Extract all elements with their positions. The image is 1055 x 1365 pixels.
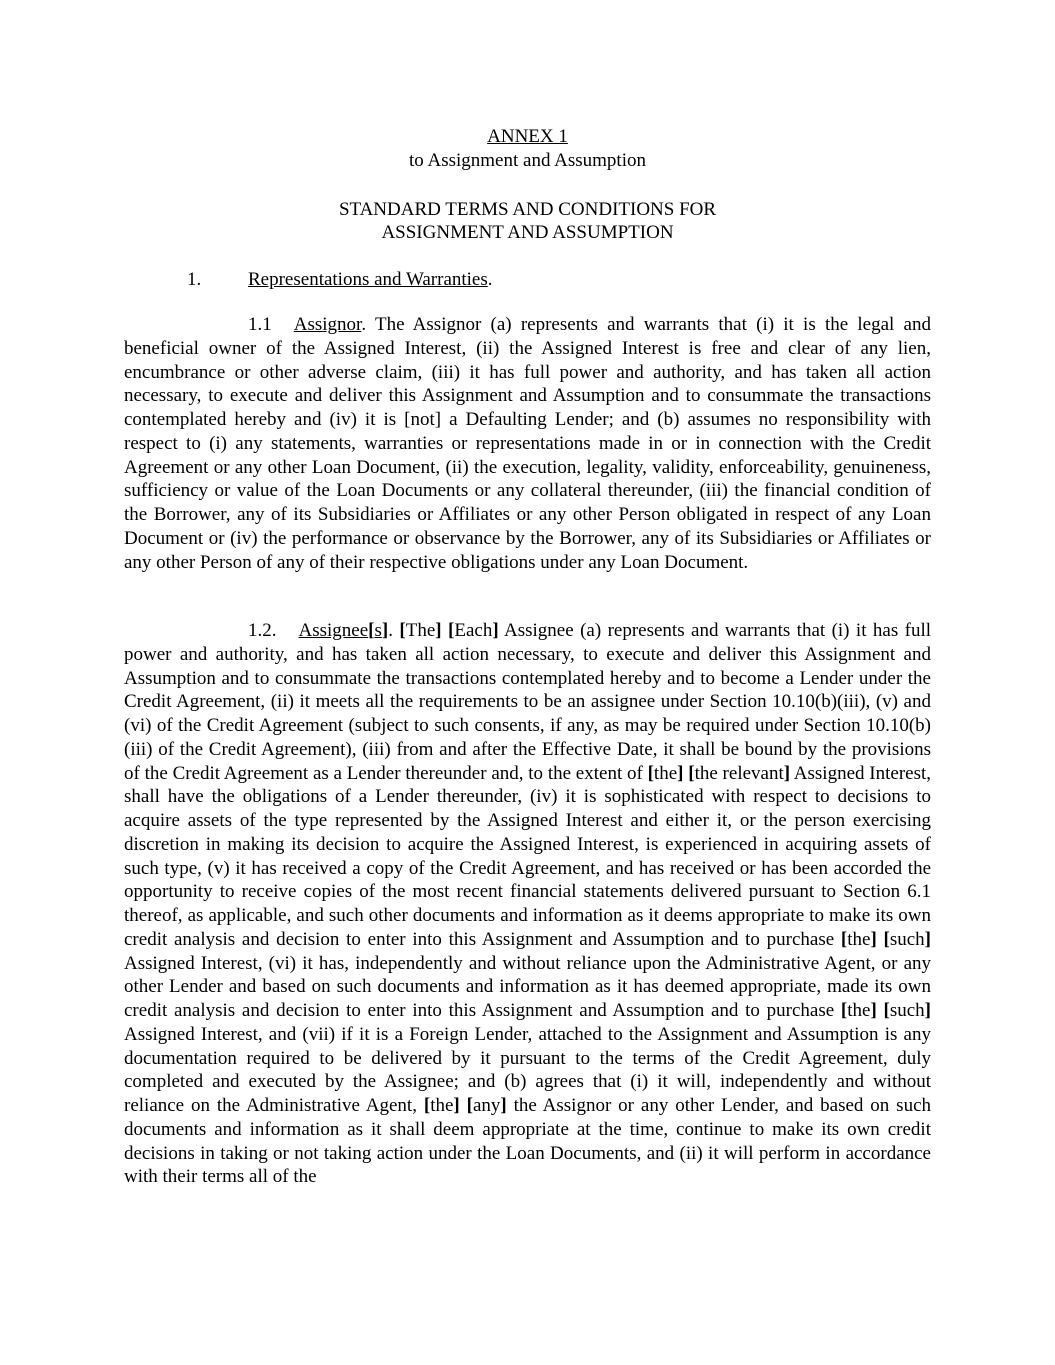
paragraph-1-1-text: . The Assignor (a) represents and warrants that (i) it is the legal and beneficial owner of the Assigned Interest, (ii) the Assigned Interest is free and clear of any lien, encumbrance or other adverse claim, (iii) it has full power and authority, and has taken all action necessary, to execute and deliver this Assignment and Assumption and to consummate the transactions contemplated hereby and (iv) it is [not] a Defaulting Lender; and (b) assumes no responsibility with respect to (i) any statements, warranties or representations made in or in connection with the Credit Agreement or any other Loan Document, (ii) the execution, legality, validity, enforceability, genuineness, sufficiency or value of the Loan Documents or any collateral thereunder, (iii) the financial condition of the Borrower, any of its Subsidiaries or Affiliates or any other Person obligated in respect of any Loan Document or (iv) the performance or observance by the Borrower, any of its Subsidiaries or Affiliates or any other Person of any of their respective obligations under any Loan Document. [124, 314, 931, 573]
paragraph-1-2-heading: Assignee[s] [298, 620, 389, 641]
annex-title: ANNEX 1 [487, 126, 568, 147]
document-title-line-1: STANDARD TERMS AND CONDITIONS FOR [338, 199, 717, 220]
annex-subtitle: to Assignment and Assumption [409, 150, 646, 171]
section-1-number: 1. [187, 269, 202, 290]
section-1-title-period: . [487, 269, 493, 290]
paragraph-1-1 [124, 313, 931, 574]
paragraph-1-2-number: 1.2. [248, 620, 277, 641]
paragraph-1-1-number: 1.1 [248, 314, 272, 335]
section-1-heading [248, 268, 493, 292]
paragraph-1-1-heading: Assignor [293, 314, 362, 335]
section-1-title: Representations and Warranties [248, 269, 488, 290]
document-title-line-2: ASSIGNMENT AND ASSUMPTION [381, 222, 674, 243]
paragraph-1-2: 1.2. Assignee[s]. [The] [Each] Assignee (a) represents and warrants that (i) it has full power and authority, and has taken all action necessary, to execute and deliver this Assignment and Assumption and to consummate the transactions contemplated hereby and to become a Lender under the Credit Agreement, (ii) it meets all the requirements to be an assignee under Section 10.10(b)(iii), (v) and (vi) of the Credit Agreement (subject to such consents, if any, as may be required under Section 10.10(b)(iii) of the Credit Agreement), (iii) from and after the Effective Date, it shall be bound by the provisions of the Credit Agreement as a Lender thereunder and, to the extent of [the] [the relevant] Assigned Interest, shall have the obligations of a Lender thereunder, (iv) it is sophisticated with respect to decisions to acquire assets of the type represented by the Assigned Interest and either it, or the person exercising discretion in making its decision to acquire the Assigned Interest, is experienced in acquiring assets of such type, (v) it has received a copy of the Credit Agreement, and has received or has been accorded the opportunity to receive copies of the most recent financial statements delivered pursuant to Section 6.1 thereof, as applicable, and such other documents and information as it deems appropriate to make its own credit analysis and decision to enter into this Assignment and Assumption and to purchase [the] [such] Assigned Interest, (vi) it has, independently and without reliance upon the Administrative Agent, or any other Lender and based on such documents and information as it has deemed appropriate, made its own credit analysis and decision to enter into this Assignment and Assumption and to purchase [the] [such] Assigned Interest, and (vii) if it is a Foreign Lender, attached to the Assignment and Assumption is any documentation required to be delivered by it pursuant to the terms of the Credit Agreement, duly completed and executed by the Assignee; and (b) agrees that (i) it will, independently and without reliance on the Administrative Agent, [the] [any] the Assignor or any other Lender, and based on such documents and information as it shall deem appropriate at the time, continue to make its own credit decisions in taking or not taking action under the Loan Documents, and (ii) it will perform in accordance with their terms all of the [124, 620, 932, 1188]
